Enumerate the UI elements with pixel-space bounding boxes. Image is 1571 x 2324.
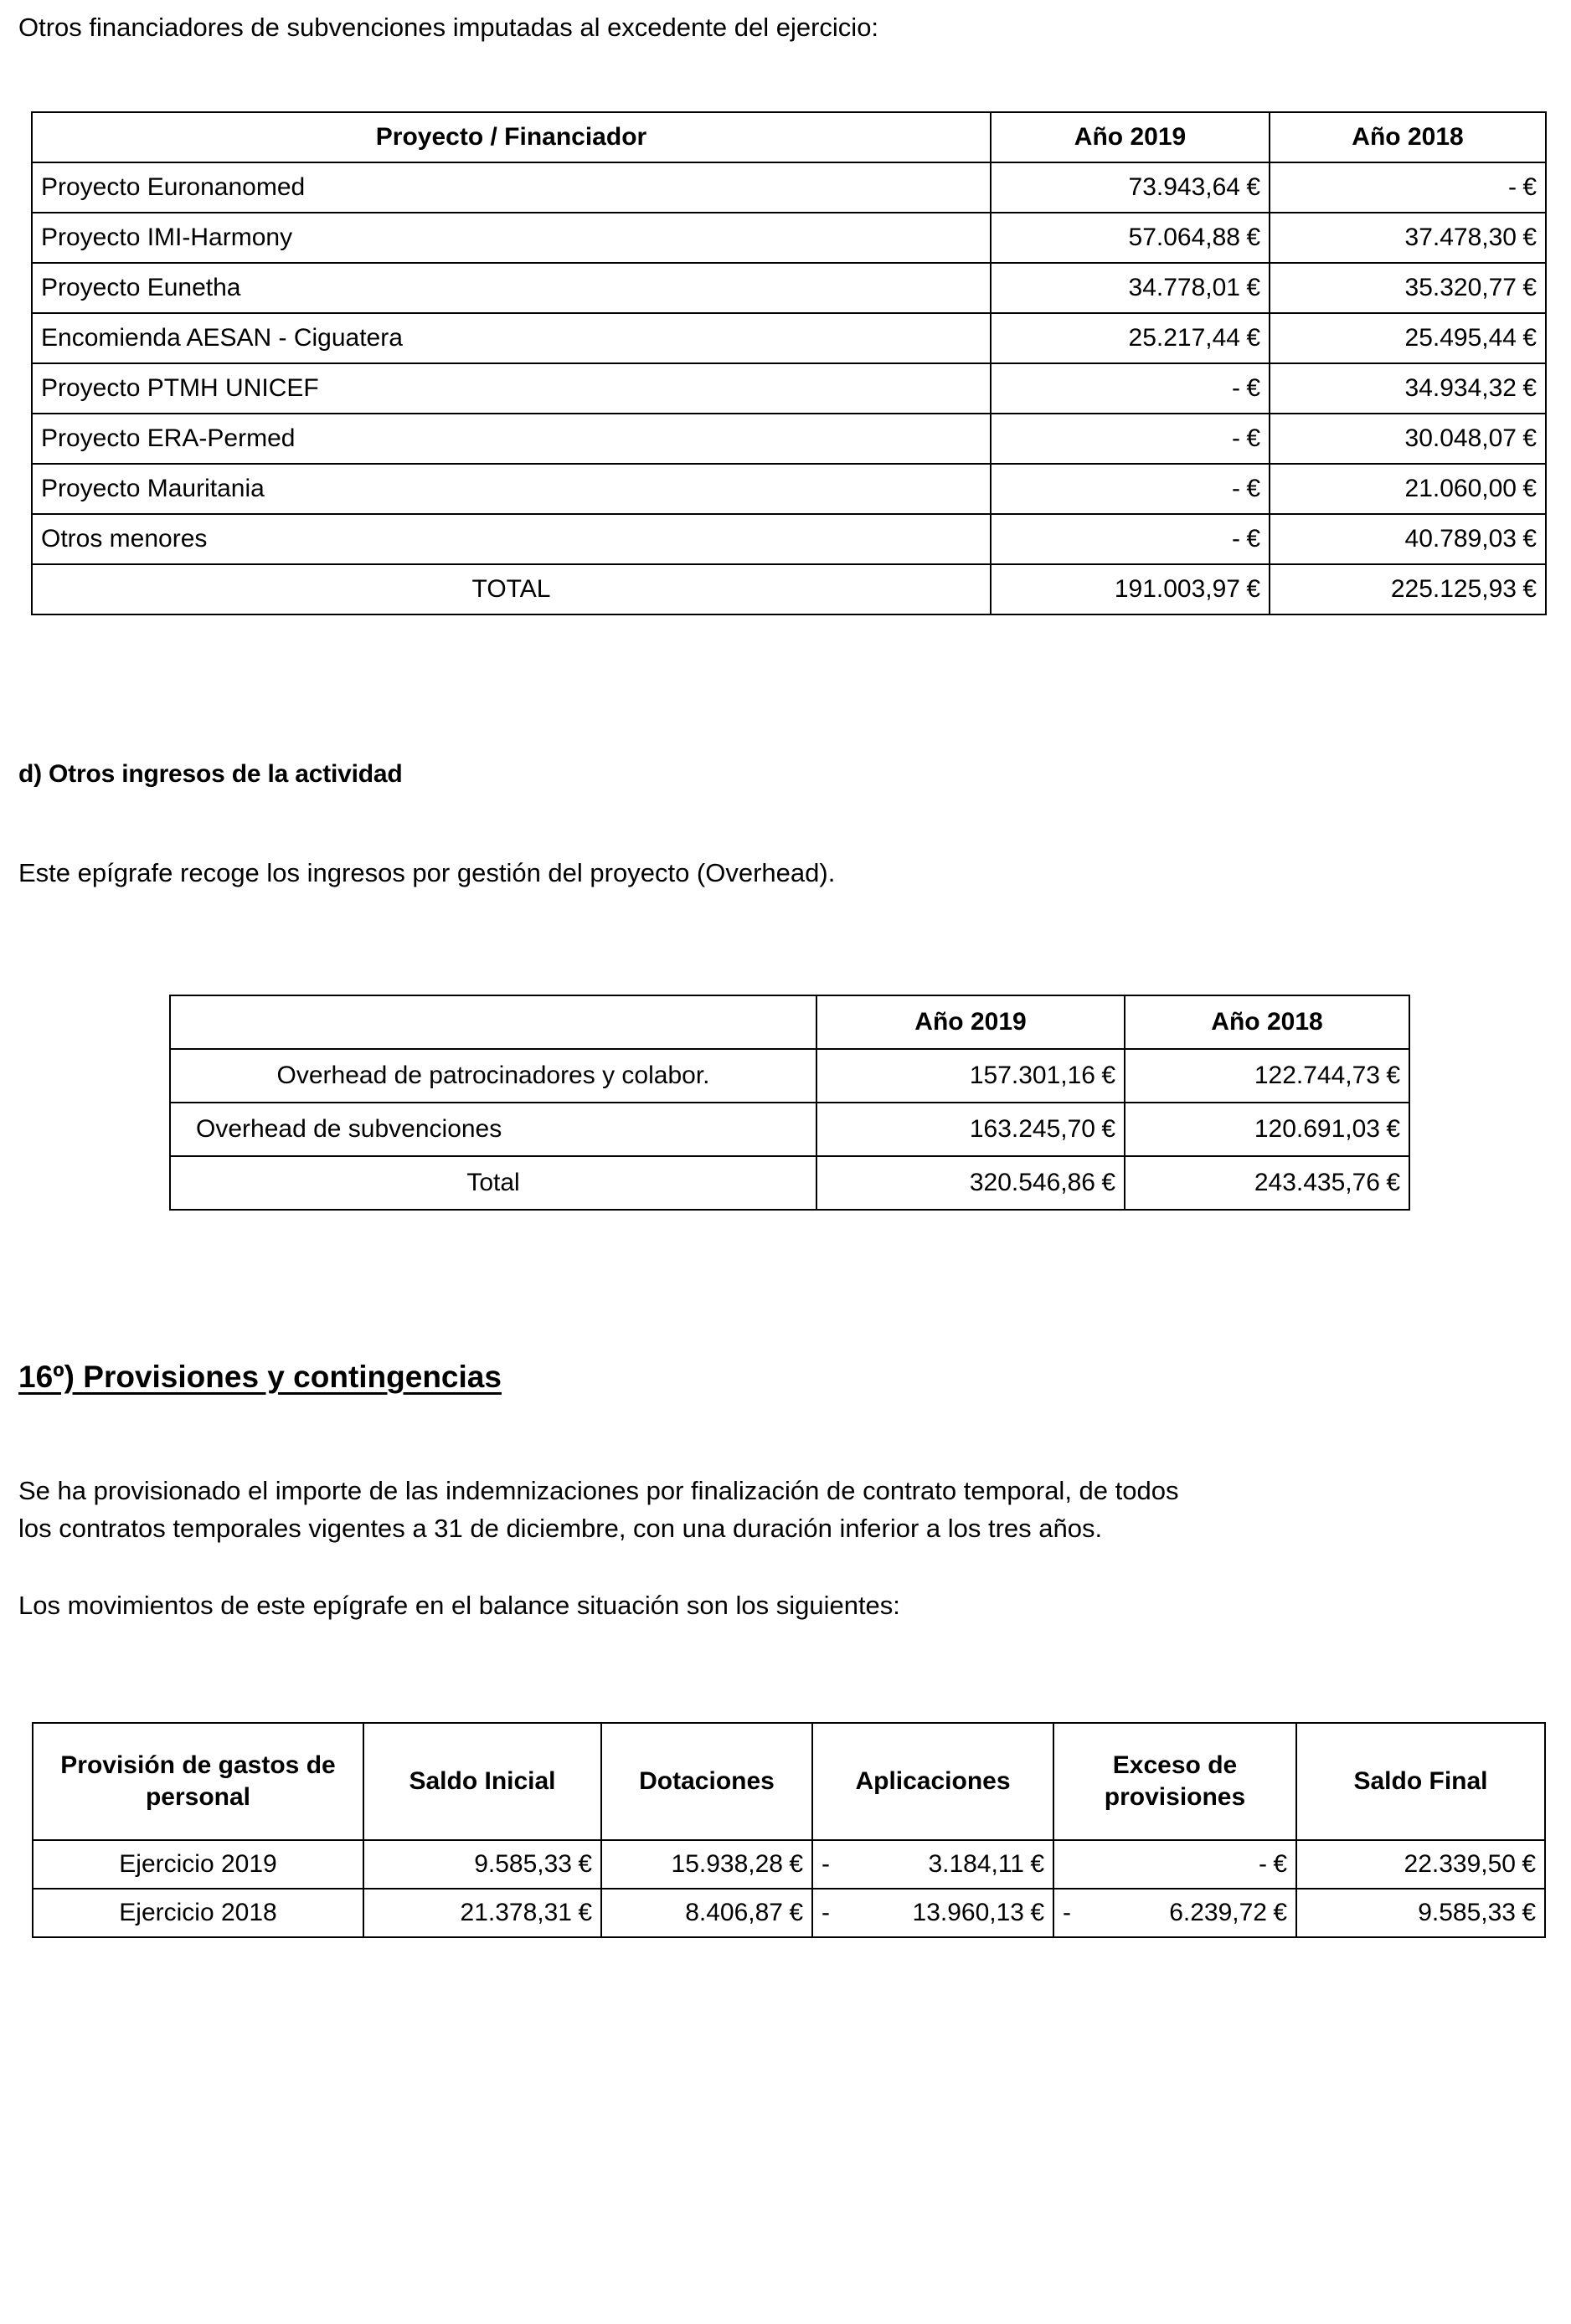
- table-row: [33, 1889, 1545, 1937]
- col-header-aplicaciones: Aplicaciones: [812, 1723, 1053, 1840]
- cell-label: Ejercicio 2019: [33, 1840, 363, 1889]
- cell-saldo-final: [1296, 1840, 1545, 1889]
- intro-paragraph: Otros financiadores de subvenciones imputadas al excedente del ejercicio:: [18, 13, 879, 42]
- table-row: [170, 1103, 1409, 1156]
- col-header-ano-2019: Año 2019: [991, 112, 1270, 162]
- table-header-row: [33, 1723, 1545, 1840]
- cell-amount-2019: [991, 514, 1270, 564]
- euro-symbol: €: [1522, 475, 1537, 502]
- table-total-row: [170, 1156, 1409, 1210]
- euro-symbol: €: [1522, 525, 1537, 553]
- section-16-paragraph2: Los movimientos de este epígrafe en el balance situación son los siguientes:: [18, 1591, 900, 1620]
- col-header-ano-2018: Año 2018: [1125, 995, 1409, 1049]
- cell-amount-2018: [1270, 414, 1546, 464]
- amount-value: 6.239,72: [1169, 1899, 1267, 1926]
- col-header-saldo-final: Saldo Final: [1296, 1723, 1545, 1840]
- amount-value: -: [1508, 173, 1517, 201]
- col-header-provision-gastos-personal: Provisión de gastos de personal: [33, 1723, 363, 1840]
- euro-symbol: €: [578, 1899, 592, 1926]
- cell-amount-2018: [1125, 1049, 1409, 1103]
- cell-label: Otros menores: [32, 514, 991, 564]
- euro-symbol: €: [1522, 374, 1537, 402]
- amount-value: 8.406,87: [685, 1899, 783, 1926]
- cell-label: Proyecto Euronanomed: [32, 162, 991, 213]
- amount-value: 191.003,97: [1114, 575, 1240, 603]
- cell-aplicaciones: [812, 1840, 1053, 1889]
- euro-symbol: €: [1522, 224, 1537, 251]
- amount-value: -: [1232, 424, 1240, 452]
- table-row: [32, 464, 1546, 514]
- cell-amount-2018: [1270, 213, 1546, 263]
- euro-symbol: €: [1386, 1169, 1400, 1196]
- cell-label: Overhead de subvenciones: [170, 1103, 816, 1156]
- euro-symbol: €: [1522, 173, 1537, 201]
- cell-exceso-provisiones: [1053, 1840, 1296, 1889]
- table-provision: [32, 1722, 1546, 1938]
- cell-amount-2019: [991, 263, 1270, 313]
- amount-value: 40.789,03: [1404, 525, 1517, 553]
- cell-amount-2018: [1270, 263, 1546, 313]
- euro-symbol: €: [789, 1899, 803, 1926]
- amount-value: -: [1232, 525, 1240, 553]
- cell-label: Ejercicio 2018: [33, 1889, 363, 1937]
- euro-symbol: €: [1101, 1169, 1115, 1196]
- section-d-heading: d) Otros ingresos de la actividad: [18, 760, 403, 788]
- cell-label: Proyecto Mauritania: [32, 464, 991, 514]
- euro-symbol: €: [1246, 525, 1260, 553]
- cell-total-2019: [816, 1156, 1125, 1210]
- amount-value: 3.184,11: [928, 1850, 1024, 1878]
- euro-symbol: €: [1522, 1850, 1536, 1878]
- table-financiadores: [31, 111, 1547, 615]
- col-header-dotaciones: Dotaciones: [601, 1723, 812, 1840]
- cell-amount-2018: [1270, 464, 1546, 514]
- section-16-heading: 16º) Provisiones y contingencias: [18, 1360, 502, 1394]
- table-overhead: [169, 995, 1410, 1211]
- amount-value: 25.495,44: [1404, 324, 1517, 352]
- euro-symbol: €: [1273, 1850, 1287, 1878]
- amount-value: 21.378,31: [460, 1899, 572, 1926]
- cell-label: Proyecto ERA-Permed: [32, 414, 991, 464]
- cell-saldo-inicial: [363, 1840, 601, 1889]
- cell-label: Proyecto PTMH UNICEF: [32, 363, 991, 414]
- amount-value: 13.960,13: [912, 1899, 1024, 1926]
- amount-value: -: [1232, 374, 1240, 402]
- cell-total-2018: [1270, 564, 1546, 614]
- cell-amount-2019: [991, 363, 1270, 414]
- cell-label: Overhead de patrocinadores y colabor.: [170, 1049, 816, 1103]
- euro-symbol: €: [1101, 1062, 1115, 1089]
- amount-value: -: [1232, 475, 1240, 502]
- cell-label: Proyecto Eunetha: [32, 263, 991, 313]
- amount-value: 57.064,88: [1128, 224, 1240, 251]
- cell-amount-2019: [816, 1049, 1125, 1103]
- cell-label: Encomienda AESAN - Ciguatera: [32, 313, 991, 363]
- col-header-ano-2018: Año 2018: [1270, 112, 1546, 162]
- cell-amount-2018: [1270, 514, 1546, 564]
- amount-value: 225.125,93: [1390, 575, 1517, 603]
- amount-value: 37.478,30: [1404, 224, 1517, 251]
- amount-value: 9.585,33: [474, 1850, 572, 1878]
- euro-symbol: €: [1246, 224, 1260, 251]
- euro-symbol: €: [1246, 475, 1260, 502]
- cell-saldo-final: [1296, 1889, 1545, 1937]
- amount-value: 30.048,07: [1404, 424, 1517, 452]
- euro-symbol: €: [1273, 1899, 1287, 1926]
- euro-symbol: €: [1522, 324, 1537, 352]
- cell-aplicaciones: [812, 1889, 1053, 1937]
- section-16-paragraph1-line1: Se ha provisionado el importe de las indemnizaciones por finalización de contrato temporal, de todos: [18, 1476, 1179, 1505]
- euro-symbol: €: [1246, 173, 1260, 201]
- cell-total-2019: [991, 564, 1270, 614]
- table-row: [32, 414, 1546, 464]
- col-header-proyecto-financiador: Proyecto / Financiador: [32, 112, 991, 162]
- table-row: [32, 313, 1546, 363]
- euro-symbol: €: [1030, 1850, 1044, 1878]
- euro-symbol: €: [789, 1850, 803, 1878]
- table-row: [32, 363, 1546, 414]
- table-row: [32, 162, 1546, 213]
- cell-label: Proyecto IMI-Harmony: [32, 213, 991, 263]
- amount-value: 34.778,01: [1128, 274, 1240, 301]
- cell-amount-2019: [991, 464, 1270, 514]
- table-row: [33, 1840, 1545, 1889]
- euro-symbol: €: [1246, 274, 1260, 301]
- cell-amount-2019: [816, 1103, 1125, 1156]
- cell-amount-2019: [991, 162, 1270, 213]
- amount-value: 243.435,76: [1254, 1169, 1380, 1196]
- cell-total-label: Total: [170, 1156, 816, 1210]
- col-header-ano-2019: Año 2019: [816, 995, 1125, 1049]
- amount-value: 73.943,64: [1128, 173, 1240, 201]
- cell-amount-2019: [991, 313, 1270, 363]
- minus-sign: -: [1063, 1899, 1071, 1926]
- table-row: [32, 263, 1546, 313]
- cell-total-label: TOTAL: [32, 564, 991, 614]
- amount-value: -: [1259, 1850, 1267, 1878]
- amount-value: 35.320,77: [1404, 274, 1517, 301]
- cell-saldo-inicial: [363, 1889, 601, 1937]
- amount-value: 34.934,32: [1404, 374, 1517, 402]
- euro-symbol: €: [1386, 1115, 1400, 1143]
- euro-symbol: €: [1101, 1115, 1115, 1143]
- col-header-exceso-provisiones: Exceso de provisiones: [1053, 1723, 1296, 1840]
- euro-symbol: €: [1522, 1899, 1536, 1926]
- euro-symbol: €: [1386, 1062, 1400, 1089]
- amount-value: 120.691,03: [1254, 1115, 1380, 1143]
- minus-sign: -: [822, 1899, 830, 1926]
- table-row: [170, 1049, 1409, 1103]
- euro-symbol: €: [1522, 274, 1537, 301]
- euro-symbol: €: [1246, 575, 1260, 603]
- cell-exceso-provisiones: [1053, 1889, 1296, 1937]
- amount-value: 163.245,70: [969, 1115, 1095, 1143]
- table-row: [32, 213, 1546, 263]
- cell-dotaciones: [601, 1889, 812, 1937]
- euro-symbol: €: [1522, 424, 1537, 452]
- amount-value: 122.744,73: [1254, 1062, 1380, 1089]
- euro-symbol: €: [1522, 575, 1537, 603]
- cell-amount-2018: [1270, 363, 1546, 414]
- table-total-row: [32, 564, 1546, 614]
- minus-sign: -: [822, 1850, 830, 1878]
- cell-total-2018: [1125, 1156, 1409, 1210]
- section-16-paragraph1-line2: los contratos temporales vigentes a 31 de diciembre, con una duración inferior a los tres años.: [18, 1514, 1103, 1543]
- section-d-paragraph: Este epígrafe recoge los ingresos por gestión del proyecto (Overhead).: [18, 858, 836, 887]
- table-header-row: [170, 995, 1409, 1049]
- cell-dotaciones: [601, 1840, 812, 1889]
- euro-symbol: €: [578, 1850, 592, 1878]
- amount-value: 25.217,44: [1128, 324, 1240, 352]
- cell-amount-2019: [991, 213, 1270, 263]
- col-header-blank: [170, 995, 816, 1049]
- cell-amount-2018: [1270, 313, 1546, 363]
- amount-value: 22.339,50: [1404, 1850, 1516, 1878]
- amount-value: 21.060,00: [1404, 475, 1517, 502]
- euro-symbol: €: [1246, 374, 1260, 402]
- euro-symbol: €: [1246, 424, 1260, 452]
- amount-value: 15.938,28: [671, 1850, 783, 1878]
- col-header-saldo-inicial: Saldo Inicial: [363, 1723, 601, 1840]
- table-row: [32, 514, 1546, 564]
- amount-value: 9.585,33: [1418, 1899, 1516, 1926]
- cell-amount-2018: [1125, 1103, 1409, 1156]
- cell-amount-2019: [991, 414, 1270, 464]
- euro-symbol: €: [1246, 324, 1260, 352]
- cell-amount-2018: [1270, 162, 1546, 213]
- amount-value: 320.546,86: [969, 1169, 1095, 1196]
- table-header-row: [32, 112, 1546, 162]
- amount-value: 157.301,16: [969, 1062, 1095, 1089]
- euro-symbol: €: [1030, 1899, 1044, 1926]
